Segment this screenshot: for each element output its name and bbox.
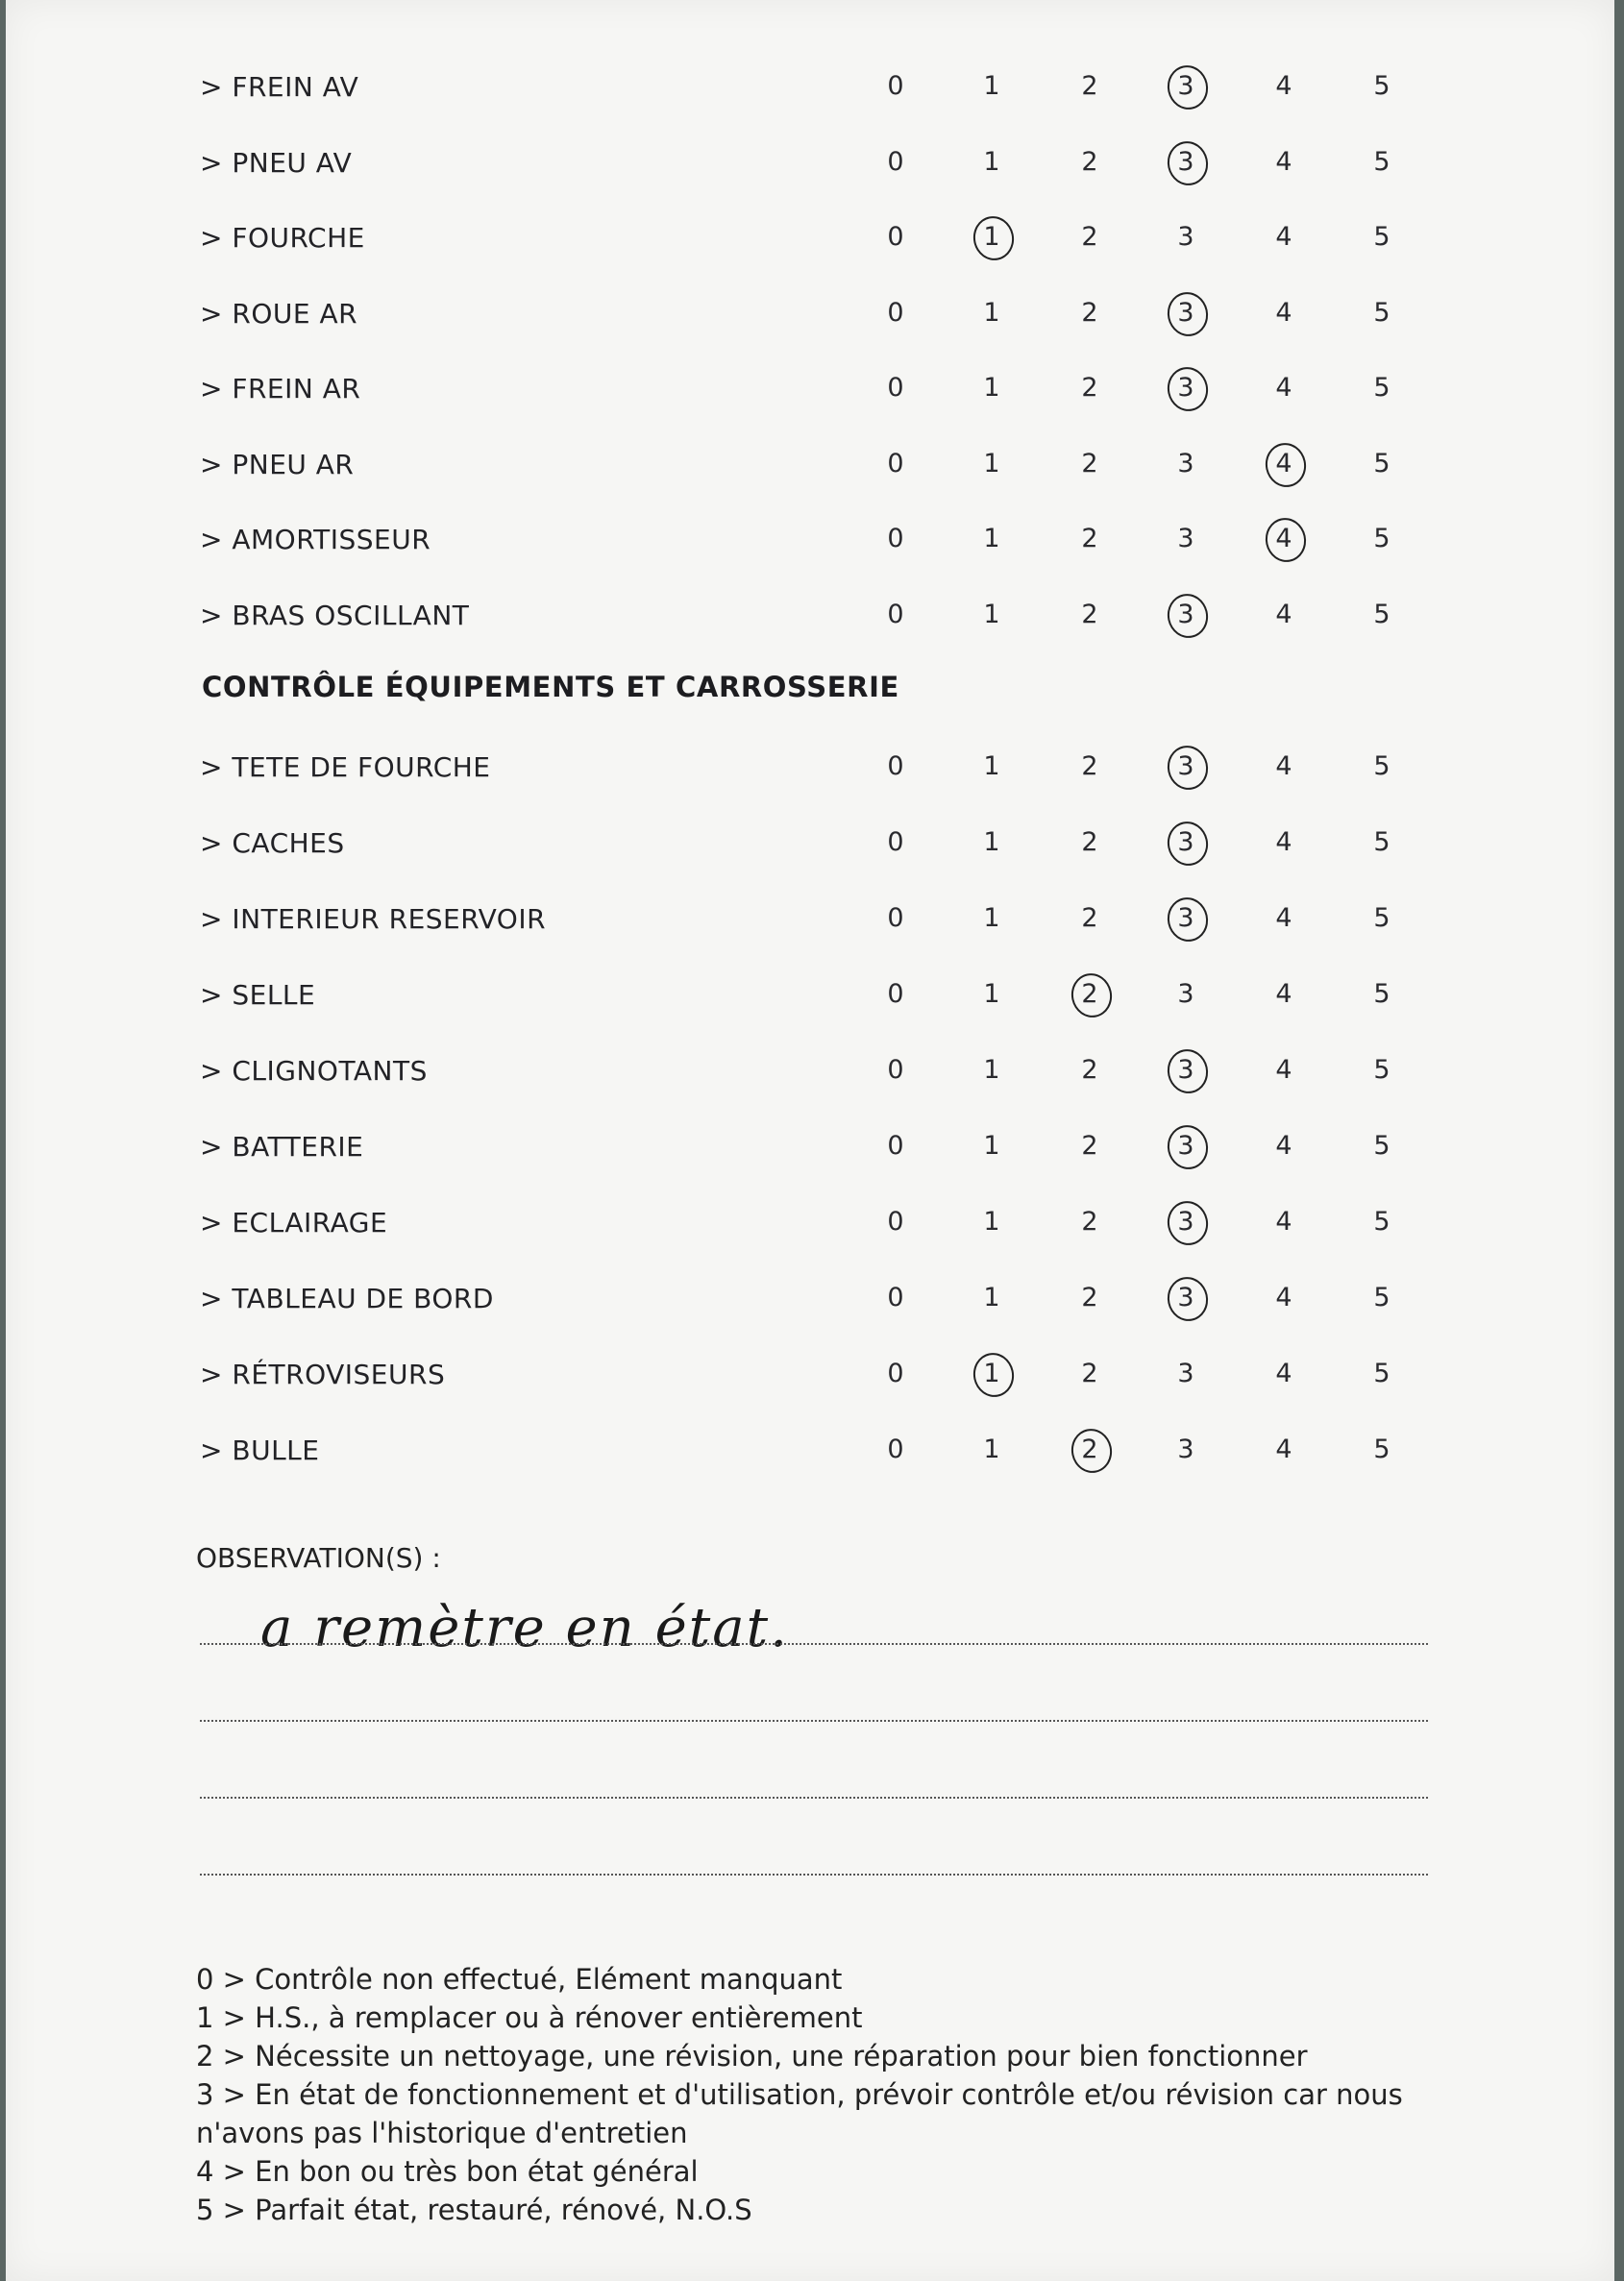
rating-score: 2: [1081, 373, 1098, 403]
rating-row: [6, 1345, 1614, 1403]
rating-score-circled: 2: [1070, 1435, 1109, 1464]
rating-score: 4: [1275, 1131, 1292, 1161]
rating-row-label: > TETE DE FOURCHE: [200, 751, 491, 783]
rating-row: [6, 1193, 1614, 1251]
rating-score: 0: [887, 1435, 904, 1464]
rating-score: 5: [1373, 449, 1390, 478]
rating-score: 2: [1081, 1207, 1098, 1237]
rating-score: 2: [1081, 298, 1098, 328]
rating-score: 4: [1275, 222, 1292, 252]
rating-row: [6, 1269, 1614, 1327]
rating-score: 4: [1275, 827, 1292, 857]
rating-score: 1: [983, 373, 1000, 403]
rating-score: 1: [983, 827, 1000, 857]
rating-score: 0: [887, 1283, 904, 1312]
rating-score: 2: [1081, 524, 1098, 553]
rating-row: [6, 1042, 1614, 1099]
rating-score: 4: [1275, 1283, 1292, 1312]
rating-score: 5: [1373, 1283, 1390, 1312]
rating-legend: [196, 1960, 1445, 2229]
legend-item: 5 > Parfait état, restauré, rénové, N.O.S: [196, 2194, 752, 2226]
rating-score: 3: [1177, 1435, 1194, 1464]
rating-row: [6, 134, 1614, 191]
rating-score: 2: [1081, 600, 1098, 629]
rating-score: 4: [1275, 751, 1292, 781]
rating-score: 3: [1177, 222, 1194, 252]
rating-row-label: > PNEU AR: [200, 449, 355, 480]
rating-row-label: > FREIN AR: [200, 373, 361, 405]
rating-score-circled: 3: [1167, 373, 1205, 403]
observation-line: [200, 1797, 1428, 1799]
handwritten-note: a remètre en état.: [260, 1597, 789, 1659]
rating-score: 2: [1081, 903, 1098, 933]
rating-row-label: > CLIGNOTANTS: [200, 1055, 428, 1087]
rating-score: 5: [1373, 524, 1390, 553]
rating-score: 1: [983, 1435, 1000, 1464]
rating-score: 0: [887, 979, 904, 1009]
rating-row: [6, 890, 1614, 947]
rating-row: [6, 1117, 1614, 1175]
legend-item: 3 > En état de fonctionnement et d'utilisation, prévoir contrôle et/ou révision car nous n'avons pas l'historique d'entretien: [196, 2078, 1403, 2149]
rating-score-circled: 3: [1167, 751, 1205, 781]
rating-score: 2: [1081, 1359, 1098, 1388]
rating-score: 5: [1373, 298, 1390, 328]
rating-score: 5: [1373, 979, 1390, 1009]
rating-row-label: > BULLE: [200, 1435, 320, 1466]
rating-score: 5: [1373, 1435, 1390, 1464]
rating-score: 5: [1373, 71, 1390, 101]
rating-row-label: > SELLE: [200, 979, 316, 1011]
rating-score: 2: [1081, 1283, 1098, 1312]
rating-score: 0: [887, 449, 904, 478]
observation-line: [200, 1720, 1428, 1722]
rating-score: 4: [1275, 1359, 1292, 1388]
legend-item: 2 > Nécessite un nettoyage, une révision, une réparation pour bien fonctionner: [196, 2040, 1308, 2073]
rating-score-circled: 4: [1265, 524, 1303, 553]
rating-score: 0: [887, 298, 904, 328]
rating-score: 5: [1373, 1359, 1390, 1388]
rating-score: 0: [887, 147, 904, 177]
rating-row-label: > BRAS OSCILLANT: [200, 600, 470, 631]
rating-row: [6, 814, 1614, 871]
rating-score-circled: 2: [1070, 979, 1109, 1009]
rating-score-circled: 3: [1167, 1055, 1205, 1085]
rating-score: 1: [983, 147, 1000, 177]
rating-score-circled: 4: [1265, 449, 1303, 478]
inspection-sheet: [6, 0, 1614, 2281]
rating-score: 5: [1373, 1131, 1390, 1161]
rating-score: 0: [887, 373, 904, 403]
rating-row-label: > ROUE AR: [200, 298, 358, 330]
rating-row: [6, 208, 1614, 266]
rating-score: 2: [1081, 1131, 1098, 1161]
rating-row-label: > TABLEAU DE BORD: [200, 1283, 494, 1314]
rating-score: 1: [983, 751, 1000, 781]
observation-line: [200, 1874, 1428, 1876]
rating-score: 4: [1275, 903, 1292, 933]
rating-score-circled: 1: [972, 1359, 1011, 1388]
rating-score: 4: [1275, 1207, 1292, 1237]
rating-score: 3: [1177, 979, 1194, 1009]
legend-item: 1 > H.S., à remplacer ou à rénover entièrement: [196, 2001, 863, 2034]
rating-row-label: > CACHES: [200, 827, 345, 859]
rating-row: [6, 738, 1614, 796]
rating-score: 0: [887, 1055, 904, 1085]
rating-score: 1: [983, 449, 1000, 478]
rating-row-label: > ECLAIRAGE: [200, 1207, 388, 1239]
rating-score: 0: [887, 222, 904, 252]
rating-score: 1: [983, 979, 1000, 1009]
rating-score: 5: [1373, 222, 1390, 252]
rating-score: 0: [887, 600, 904, 629]
rating-row-label: > RÉTROVISEURS: [200, 1359, 446, 1390]
rating-row-label: > AMORTISSEUR: [200, 524, 431, 555]
rating-score: 4: [1275, 298, 1292, 328]
rating-row: [6, 58, 1614, 115]
rating-score: 0: [887, 751, 904, 781]
rating-score: 4: [1275, 71, 1292, 101]
rating-score-circled: 3: [1167, 1283, 1205, 1312]
rating-score-circled: 3: [1167, 827, 1205, 857]
rating-score: 0: [887, 524, 904, 553]
rating-score: 1: [983, 1131, 1000, 1161]
rating-score: 4: [1275, 1055, 1292, 1085]
legend-item: 0 > Contrôle non effectué, Elément manquant: [196, 1963, 843, 1996]
rating-score: 5: [1373, 600, 1390, 629]
section-title: CONTRÔLE ÉQUIPEMENTS ET CARROSSERIE: [202, 671, 899, 703]
rating-row: [6, 510, 1614, 568]
rating-row-label: > FREIN AV: [200, 71, 359, 103]
rating-row: [6, 1421, 1614, 1479]
rating-score: 2: [1081, 71, 1098, 101]
rating-score: 5: [1373, 827, 1390, 857]
rating-row: [6, 435, 1614, 493]
rating-score: 2: [1081, 751, 1098, 781]
legend-item: 4 > En bon ou très bon état général: [196, 2155, 699, 2188]
rating-row-label: > INTERIEUR RESERVOIR: [200, 903, 547, 935]
rating-score-circled: 3: [1167, 1131, 1205, 1161]
rating-score: 4: [1275, 979, 1292, 1009]
rating-score: 4: [1275, 147, 1292, 177]
rating-score-circled: 3: [1167, 147, 1205, 177]
rating-score: 5: [1373, 903, 1390, 933]
observation-line: [200, 1643, 1428, 1645]
rating-score-circled: 3: [1167, 1207, 1205, 1237]
rating-score-circled: 3: [1167, 903, 1205, 933]
rating-score: 5: [1373, 1055, 1390, 1085]
rating-score: 1: [983, 903, 1000, 933]
rating-score: 3: [1177, 524, 1194, 553]
rating-score-circled: 1: [972, 222, 1011, 252]
rating-score-circled: 3: [1167, 298, 1205, 328]
rating-row: [6, 586, 1614, 644]
rating-score: 4: [1275, 373, 1292, 403]
rating-score: 1: [983, 298, 1000, 328]
rating-score: 2: [1081, 147, 1098, 177]
rating-score-circled: 3: [1167, 71, 1205, 101]
rating-row-label: > FOURCHE: [200, 222, 365, 254]
rating-score: 5: [1373, 1207, 1390, 1237]
rating-score: 2: [1081, 827, 1098, 857]
rating-score: 4: [1275, 600, 1292, 629]
rating-score: 0: [887, 903, 904, 933]
rating-score: 2: [1081, 1055, 1098, 1085]
rating-score-circled: 3: [1167, 600, 1205, 629]
rating-score: 2: [1081, 222, 1098, 252]
rating-score: 3: [1177, 1359, 1194, 1388]
rating-score: 1: [983, 1055, 1000, 1085]
rating-score: 0: [887, 1359, 904, 1388]
rating-score: 0: [887, 1207, 904, 1237]
rating-score: 1: [983, 1207, 1000, 1237]
rating-score: 5: [1373, 373, 1390, 403]
rating-score: 0: [887, 1131, 904, 1161]
rating-score: 1: [983, 71, 1000, 101]
rating-row-label: > BATTERIE: [200, 1131, 364, 1163]
rating-score: 5: [1373, 751, 1390, 781]
rating-score: 0: [887, 827, 904, 857]
rating-score: 1: [983, 524, 1000, 553]
rating-score: 1: [983, 600, 1000, 629]
rating-score: 0: [887, 71, 904, 101]
rating-row: [6, 359, 1614, 417]
rating-score: 3: [1177, 449, 1194, 478]
rating-row: [6, 966, 1614, 1023]
rating-row: [6, 284, 1614, 342]
rating-row-label: > PNEU AV: [200, 147, 353, 179]
rating-score: 5: [1373, 147, 1390, 177]
rating-score: 4: [1275, 1435, 1292, 1464]
rating-score: 1: [983, 1283, 1000, 1312]
observations-label: OBSERVATION(S) :: [196, 1542, 441, 1574]
rating-score: 2: [1081, 449, 1098, 478]
